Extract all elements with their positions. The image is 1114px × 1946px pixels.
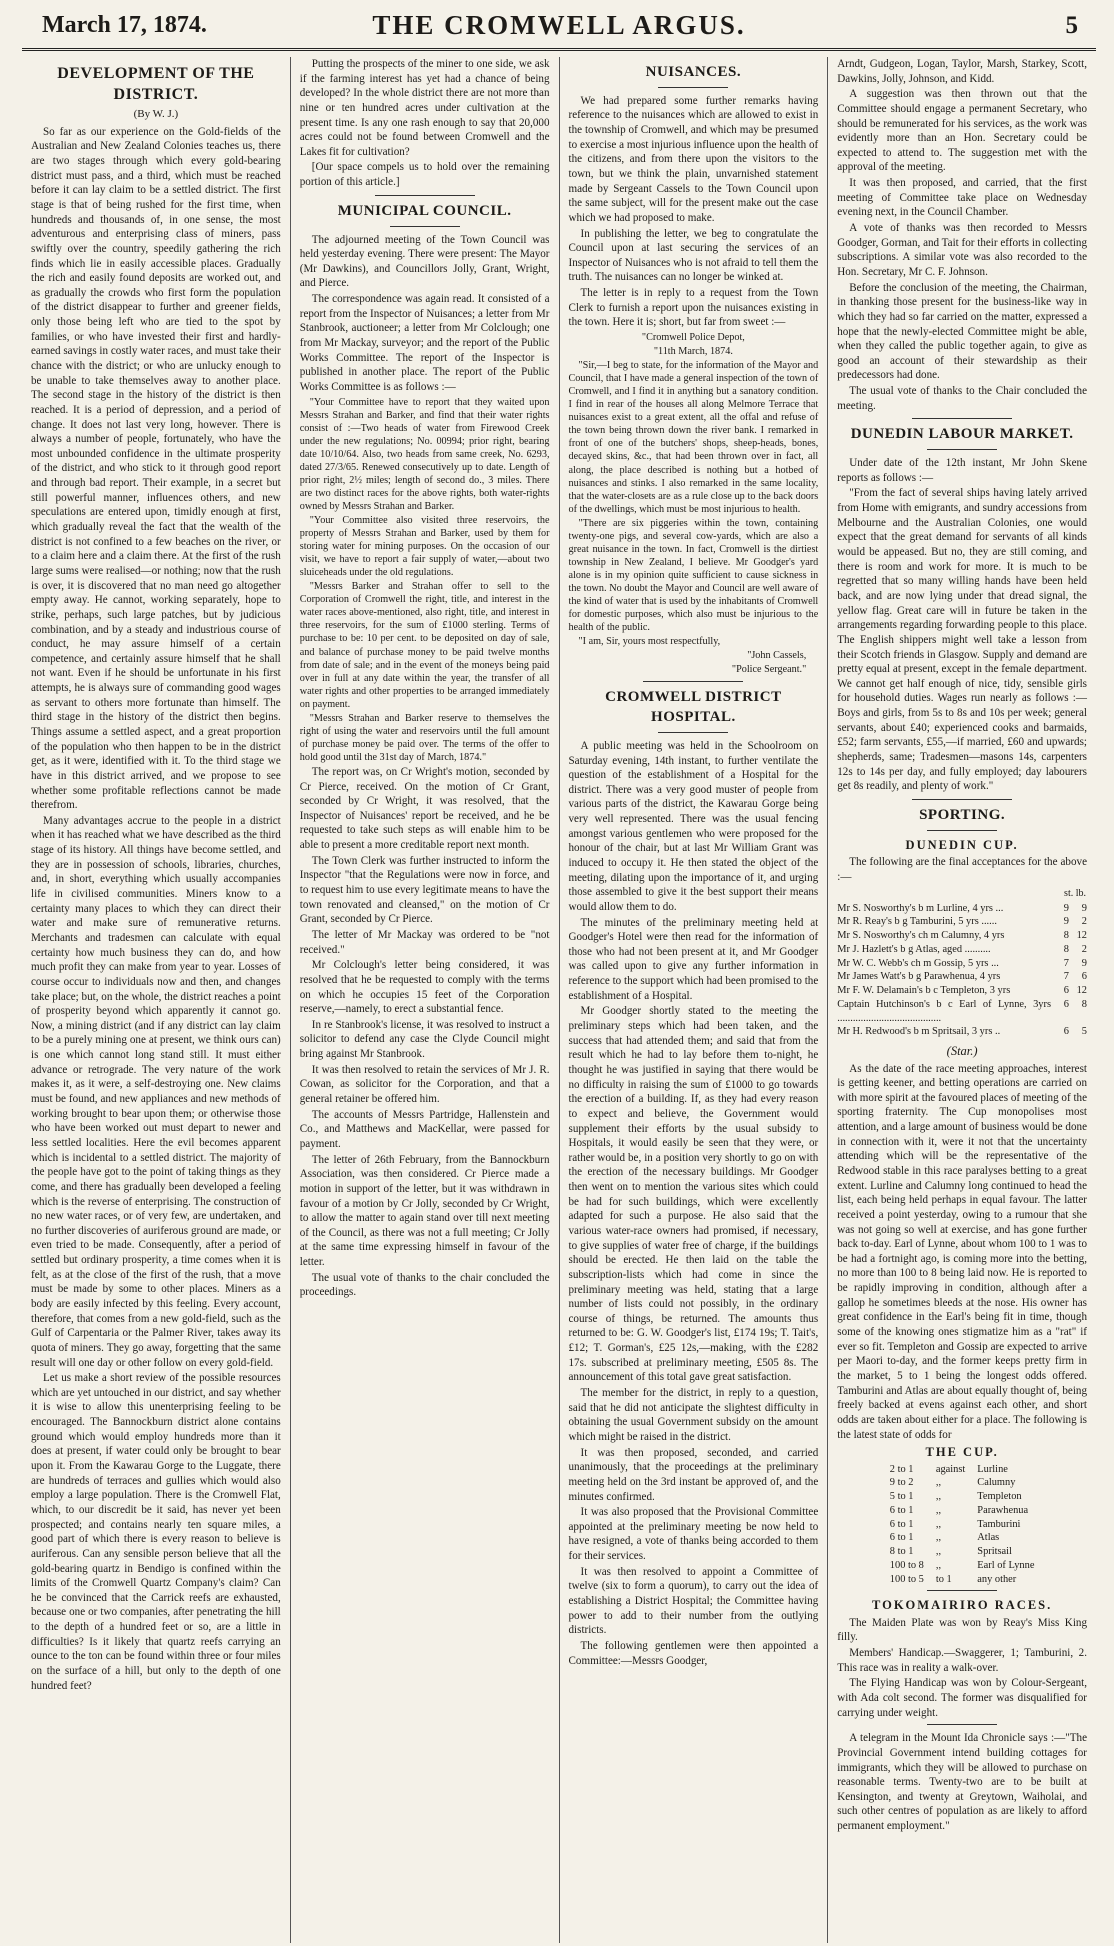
divider xyxy=(658,87,728,88)
column-1 xyxy=(22,57,291,1943)
acceptances-table xyxy=(837,886,1087,1039)
paragraph: The Town Clerk was further instructed to inform the Inspector "that the Regulations were now in force, and to request him to use every legitimate means to have the town renovated and cleansed," on the motion of Cr Grant, seconded by Cr Pierce. xyxy=(299,854,550,926)
stone-cell: 7 xyxy=(1063,971,1069,983)
column-4 xyxy=(828,57,1096,1943)
odds-horse: Tamburini xyxy=(977,1518,1021,1530)
table-row xyxy=(884,1463,1041,1477)
table-row xyxy=(837,998,1087,1025)
odds-price: 6 to 1 xyxy=(889,1504,914,1516)
stone-cell: 6 xyxy=(1063,998,1069,1010)
committee-report xyxy=(300,396,550,764)
paragraph: The letter is in reply to a request from the Town Clerk to furnish a report upon the nuisances existing in the town. Here it is; short, but far from sweet :— xyxy=(568,287,819,329)
paragraph: [Our space compels us to hold over the remaining portion of this article.] xyxy=(299,161,550,189)
divider xyxy=(927,830,997,831)
table-row xyxy=(837,984,1087,998)
table-row xyxy=(837,943,1087,957)
odds-price: 5 to 1 xyxy=(889,1491,914,1503)
paragraph: "From the fact of several ships having lately arrived from Home with emigrants, and sundry accessions from Melbourne and the Australian Colonies, one would expect that the great demand for servants of all kinds would be appeased. But no, they are still coming, and there is room and work for more. It is much to be regretted that so many willing hands have been held back, and are now lying under that dread signal, the yellow flag. Great care will in future be taken in the arrangements regarding forwarding people to this place. The English shippers might well take a lesson from their Scotch friends in Glasgow. Supply and demand are pretty equal at present, except in the female department. We cannot get half enough of nice, tidy, sensible girls for household duties. Wages run nearly as follows :—Boys and girls, from 5s to 8s and 10s per week; general servants, about £40; experienced cooks and barmaids, £52; farm servants, £55,—if married, £60 and upwards; shepherds, same; Tradesmen—masons 14s, carpenters 12s to 14s per day, and fully employed; day labourers get 8s readily, and plenty of work." xyxy=(837,487,1088,793)
odds-price: 100 to 5 xyxy=(889,1573,924,1585)
stone-cell: 8 xyxy=(1063,930,1069,942)
page-number: 5 xyxy=(1065,12,1078,39)
letter-paragraph: "Sir,—I beg to state, for the information of the Mayor and Council, that I have made a general inspection of the town of Cromwell, and I find it in anything but a sanatory condition. I find in rear of the houses all along Melmore Terrace that nuisances exist to a great extent, all the offal and refuse of the town being thrown down the river bank. I remarked in front of one of the butchers' shops, sheep-heads, bones, decayed skins, &c., that had been thrown over in fact, all along, the place described is nothing but a hotbed of nuisances and stinks. I also remarked in the same locality, that the water-closets are as a rule close up to the back doors of the dwellings, which must be most injurious to health. xyxy=(568,360,819,515)
paragraph: Mr Colclough's letter being considered, it was resolved that he be requested to comply with the terms on which he occupies 15 feet of the Corporation reserve,—namely, to erect a substantial fence. xyxy=(299,959,550,1016)
odds-heading: THE CUP. xyxy=(925,1445,999,1460)
paragraph: It was then resolved to appoint a Committee of twelve (six to form a quorum), to carry out the idea of establishing a District Hospital; the Committee having power to add to their number from the outlying districts. xyxy=(568,1565,819,1637)
article-heading-municipal: MUNICIPAL COUNCIL. xyxy=(337,202,512,219)
divider xyxy=(912,418,1012,419)
masthead xyxy=(22,4,1096,51)
odds-horse: Spritsail xyxy=(977,1546,1012,1558)
letter-paragraph: "I am, Sir, yours most respectfully, xyxy=(578,636,721,648)
letter-date: "11th March, 1874. xyxy=(653,346,733,358)
report-paragraph: "Messrs Strahan and Barker reserve to themselves the right of using the water and reservoirs until the full amount of purchase money be paid over. The terms of the offer to hold good until the 31st day of March, 1874." xyxy=(299,712,550,763)
odds-price: 6 to 1 xyxy=(889,1532,914,1544)
paragraph: The usual vote of thanks to the chair concluded the proceedings. xyxy=(299,1271,550,1299)
odds-joiner: ,, xyxy=(935,1491,942,1503)
paragraph: Before the conclusion of the meeting, the Chairman, in thanking those present for the business-like way in which they had so far carried on the matter, expressed a hope that the newly-elected Committee might be able, when they called the public together again, to give as good an account of their stewardship as their predecessors had done. xyxy=(837,281,1087,382)
table-row xyxy=(884,1573,1041,1587)
paragraph: We had prepared some further remarks having reference to the nuisances which are allowed to exist in the township of Cromwell, and which may be presumed to exercise a most injurious influence upon the health of the citizens, and from there upon the visitors to the town, but we think the plain, unvarnished statement made by Sergeant Cassels to the Town Council upon the same subject, will for the present make out the case which we had proposed to make. xyxy=(568,94,819,224)
tokomairiro-heading: TOKOMAIRIRO RACES. xyxy=(872,1598,1053,1613)
table-row xyxy=(884,1476,1041,1490)
odds-table xyxy=(884,1463,1041,1587)
pound-cell: 9 xyxy=(1081,957,1087,969)
divider xyxy=(390,226,460,227)
divider xyxy=(375,195,475,196)
letter-paragraph: "There are six piggeries within the town, containing twenty-one pigs, and several cow-yards, which are also a great nuisance in the town. In fact, Cromwell is the dirtiest township in New Zealand, I believe. Mr Goodger's yard alone is in my opinion quite sufficient to cause sickness in the town. No doubt the Mayor and Council are well aware of the kind of water that is used by the inhabitants of Cromwell for domestic purposes, which also must be injurious to the health of the public. xyxy=(568,517,819,634)
paragraph: The Flying Handicap was won by Colour-Sergeant, with Ada colt second. The former was disqualified for carrying under weight. xyxy=(837,1677,1087,1719)
paragraph: It was then resolved to retain the services of Mr J. R. Cowan, as solicitor for the Corporation, and that a general retainer be offered him. xyxy=(299,1063,550,1106)
paragraph: Members' Handicap.—Swaggerer, 1; Tamburini, 2. This race was in reality a walk-over. xyxy=(837,1647,1087,1674)
table-row xyxy=(837,929,1087,943)
paragraph: As the date of the race meeting approaches, interest is getting keener, and betting operations are carried on with more spirit at the favoured places of meeting of the sporting fraternity. The Cup monopolises most attention, and a large amount of business would be done in connection with it, were it not that the uncertainty attending which will be the representative of the Redwood stable in this race paralyses betting to a great extent. Lurline and Calumny long continued to head the list, each being held perhaps in equal favour. The latter received a point yesterday, owing to a rumour that she was not going so well at exercise, and has gone further back to-day. Earl of Lynne, about whom 100 to 1 was to be had a fortnight ago, is coming more into the betting, no more than 100 to 8 being laid now. He is reported to be rapidly improving in condition, although after a gallop he sometimes bleeds at the nose. His owner has great confidence in the Earl's being fit in time, though some of the knowing ones stigmatize him as a "rat" if ever so fit. Templeton and Gossip are expected to arrive per Maori to-day, and the former keeps pretty firm in the market, 5 to 1 being the longest odds offered. Tamburini and Atlas are about equally thought of, being freely backed at evens against each other, and short odds are taken about either for a place. The following is the latest state of odds for xyxy=(837,1062,1087,1441)
article-heading-nuisances: NUISANCES. xyxy=(645,64,742,80)
stone-cell: 7 xyxy=(1063,957,1069,969)
odds-joiner: ,, xyxy=(935,1532,942,1544)
pound-cell: 5 xyxy=(1081,1026,1087,1038)
table-row xyxy=(884,1545,1041,1559)
table-row xyxy=(884,1559,1041,1573)
pound-cell: 8 xyxy=(1081,998,1087,1010)
paragraph: So far as our experience on the Gold-fields of the Australian and New Zealand Colonies teaches us, there are two stages through which every gold-bearing district must pass, and a third, which must be reached before it can lay claim to be a settled district. The first stage is that of being rushed for the first time, when hundreds and thousands of, in one sense, the most adventurous and enterprising class of miners, pass swiftly over the country, speedily gathering the rich finds which lie in easily accessible places. Gradually the rich and easily found deposits are worked out, and as gradually the crowds who first form the population of the district disappear to further and greener fields, only those being left who are tied to the spot by families, or who have invested their first and hardly-earned savings in costly water races, and must take their chance with the district; or who are unlucky enough to be unable to take themselves away to another place. The second stage in the history of the district is then reached. It is a period of depression, and a period of change. It does not last very long, however. There is always a number of people, fortunately, who have the most unbounded confidence in the ultimate prosperity of the district, and who stick to it through good report and through bad report. Their example, in a secret but still powerful manner, influences others, and new speculations are entered upon, timidly enough at first, which gradually reveal the fact that the wealth of the district is not confined to a few beaches on the river, or to a claim here and a claim there. At the first of the rush large sums were realised—or nothing; now that the rush is over, it is discovered that no man need go altogether empty away. He cannot, working separately, hope to strike, perhaps, such large patches, but by judicious combination, and by a steady and industrious course of conduct, he may assure himself of a certain competence, and certainly assure himself that he shall not want. Even if he should be unfortunate in his first attempts, he is always sure of commanding good wages as servant to others more fortunate than himself. The third stage in the history of the district then begins. Things assume a settled aspect, and a great proportion of the population who then happen to be in the district get, as it were, identified with it. To the third stage we have in this district arrived, and we propose to see whether some profitable reflections cannot be made therefrom. xyxy=(31,125,281,812)
odds-horse: Earl of Lynne xyxy=(977,1559,1035,1571)
odds-joiner: ,, xyxy=(935,1477,942,1489)
article-heading-development: DEVELOPMENT OF THE DISTRICT. xyxy=(57,65,255,104)
paragraph: Many advantages accrue to the people in a district when it has reached what we have described as the third stage of its history. All things have become settled, and they are in possession of schools, libraries, churches, and, in short, everything which usually accompanies life in civilised communities. Miners know to a certainty many places to which they can direct their water and make sure of remunerative returns. Merchants and tradesmen can calculate with equal certainty how much business they can do, and how much profit they can make from year to year. Losses of course occur to individuals now and then, and changes take place; but, on the whole, the district reaches a point of prosperity beyond which apparently it cannot go. Now, a mining district (and if any district can lay claim to be a purely mining one at present, we think ours can) is one which cannot long stand still. It must either advance or retrograde. The very nature of the work makes it, as it were, a self-destroying one. New claims must be found, and new appliances and new methods of working brought to bear upon them; or otherwise those who have been worked out must depart to newer and less settled localities. Here the evil becomes apparent which is incidental to a settled district. The majority of the people have got to the point of taking things as they come, and there has gradually been developed a feeling which is the reverse of enterprising. The construction of no new water races, or of very few, are undertaken, and no further discoveries of auriferous ground are made, or even tried to be made. Consequently, after a period of settled but ordinary prosperity, a time comes when it is felt, as at the close of the first of the rush, that a move must be made by some to other places. Miners as a body are easily infected by this feeling. Every account, therefore, that comes from a new gold-field, such as the Gulf of Carpentaria or the Palmer River, takes away its quota of miners. They go away, forgetting that the same result will one day or other follow on every gold-field. xyxy=(31,814,281,1369)
pound-cell: 6 xyxy=(1081,971,1087,983)
table-row xyxy=(837,1025,1087,1039)
issue-date: March 17, 1874. xyxy=(42,12,207,38)
odds-joiner: to 1 xyxy=(935,1573,952,1585)
odds-joiner: ,, xyxy=(935,1518,942,1530)
cup-heading: DUNEDIN CUP. xyxy=(905,837,1019,852)
column-3 xyxy=(560,57,829,1943)
paragraph: The correspondence was again read. It consisted of a report from the Inspector of Nuisances; a letter from Mr Stanbrook, auctioneer; a letter from Mr Colclough; one from Mr Mackay, surveyor; and the report of the Public Works Committee. The report of the Inspector is published in another place. The report of the Public Works Committee is as follows :— xyxy=(299,293,550,393)
divider xyxy=(927,449,997,450)
paragraph: The member for the district, in reply to a question, said that he did not anticipate the slightest difficulty in obtaining the usual Government subsidy on the amount which might be raised in the district. xyxy=(568,1387,819,1443)
paragraph: The report was, on Cr Wright's motion, seconded by Cr Pierce, received. On the motion of Cr Grant, seconded by Cr Wright, it was resolved, that the Inspector of Nuisances' report be received, and he be requested to take such steps as will enable him to be able to present a more creditable report next month. xyxy=(299,765,550,852)
paragraph: Putting the prospects of the miner to one side, we ask if the farming interest has yet had a chance of being developed? In the whole district there are not more than nine or ten hundred acres under cultivation at the present time. Is any one rash enough to say that 20,000 acres could not be found between Cromwell and the Lakes fit for cultivation? xyxy=(299,58,550,158)
byline: (By W. J.) xyxy=(133,108,179,121)
odds-price: 8 to 1 xyxy=(889,1546,914,1558)
table-row xyxy=(884,1490,1041,1504)
letter-signature: "John Cassels, xyxy=(747,650,807,662)
letter-address: "Cromwell Police Depot, xyxy=(641,332,745,344)
article-heading-hospital: CROMWELL DISTRICT HOSPITAL. xyxy=(605,689,782,726)
star-heading: (Star.) xyxy=(946,1044,978,1059)
paragraph: Mr Goodger shortly stated to the meeting the preliminary steps which had been taken, and the success that had attended them; and said that from the result which he had to lay before them to-night, he thought he was justified in saying that there would be no difficulty in raising the sum of £1000 to go towards the erection of a building. If, as they had every reason to expect and believe, the Government would supplement their efforts by the usual subsidy to Hospitals, it would easily be seen that they were, or rather would be, in a position very shortly to go on with the erection of the necessary buildings. Mr Goodger then went on to mention the various sites which could be had for such buildings, which were excellently adapted for such a purpose. He also said that the various water-race owners had promised, if necessary, to give supplies of water free of charge, if the buildings should be erected. He then laid on the table the subscription-lists which had come in since the preliminary meeting was held, stating that a large number of lists could not possibly, in the ordinary course of things, be returned. The amounts thus returned to be: G. W. Goodger's list, £174 19s; T. Tait's, £12; T. Gorman's, £25 12s,—making, with the £282 17s. subscribed at preliminary meeting, £505 8s. The announcement of this total gave great satisfaction. xyxy=(568,1005,819,1384)
pound-cell: 12 xyxy=(1076,985,1087,997)
report-paragraph: "Messrs Barker and Strahan offer to sell to the Corporation of Cromwell the right, title, and interest in the water races above-mentioned, also right, title, and interest in three reservoirs, for the sum of £1000 sterling. Terms of purchase to be: 10 per cent. to be deposited on day of sale, and balance of purchase money to be paid twelve months from date of sale; and in the event of the moneys being paid over in full at any date within the year, the transfer of all water rights and other properties to be arranged immediately on payment. xyxy=(299,581,550,710)
paragraph: The usual vote of thanks to the Chair concluded the meeting. xyxy=(837,385,1087,412)
paragraph: A telegram in the Mount Ida Chronicle says :—"The Provincial Government intend building cottages for immigrants, which they will be allowed to purchase on reasonable terms. Twenty-two are to be built at Kensington, and twenty at Greytown, Waiholai, and such other centres of population as are likely to afford permanent employment." xyxy=(837,1732,1087,1833)
article-heading-sporting: SPORTING. xyxy=(919,806,1006,823)
columns xyxy=(22,57,1096,1943)
horse-cell: Mr R. Reay's b g Tamburini, 5 yrs ...... xyxy=(837,916,997,928)
paragraph: The accounts of Messrs Partridge, Hallenstein and Co., and Matthews and MacKellar, were passed for payment. xyxy=(299,1108,550,1150)
paragraph: The letter of 26th February, from the Bannockburn Association, was then considered. Cr Pierce made a motion in support of the letter, but it was withdrawn in favour of a motion by Cr Jolly, seconded by Cr Wright, to allow the matter to again stand over till next meeting of the Council, as there was not a full meeting; Cr Jolly at the same time expressing himself in favour of the letter. xyxy=(299,1153,550,1269)
divider xyxy=(658,732,728,733)
horse-cell: Mr W. C. Webb's ch m Gossip, 5 yrs ... xyxy=(837,957,999,969)
paragraph: In re Stanbrook's license, it was resolved to instruct a solicitor to defend any case the Clyde Council might bring against Mr Stanbrook. xyxy=(299,1018,550,1061)
paragraph: A suggestion was then thrown out that the Committee should engage a permanent Secretary, who should be remunerated for his services, as the work was evidently more than an Hon. Secretary could be expected to attend to. The suggestion met with the approval of the meeting. xyxy=(837,88,1087,174)
paragraph: The following gentlemen were then appointed a Committee:—Messrs Goodger, xyxy=(568,1639,819,1667)
table-header-row xyxy=(837,886,1087,901)
paragraph: It was then proposed, seconded, and carried unanimously, that the proceedings at the preliminary meeting held on the 3rd instant be approved of, and the minutes confirmed. xyxy=(568,1446,819,1503)
table-row xyxy=(837,902,1087,916)
article-heading-labour: DUNEDIN LABOUR MARKET. xyxy=(850,426,1074,443)
odds-price: 100 to 8 xyxy=(889,1559,924,1571)
pound-cell: 2 xyxy=(1081,943,1087,955)
table-row xyxy=(837,915,1087,929)
odds-price: 9 to 2 xyxy=(889,1477,914,1489)
pound-cell: 12 xyxy=(1076,930,1087,942)
column-2 xyxy=(291,57,560,1943)
stone-cell: 6 xyxy=(1063,1026,1069,1038)
paragraph: A vote of thanks was then recorded to Messrs Goodger, Gorman, and Tait for their efforts in collecting subscriptions. A similar vote was also recorded to the Hon. Secretary, Mr C. F. Johnson. xyxy=(837,222,1088,278)
paragraph: The Maiden Plate was won by Reay's Miss King filly. xyxy=(837,1616,1087,1644)
paragraph: The minutes of the preliminary meeting held at Goodger's Hotel were then read for the information of those who had not been present at it, and Mr Goodger was called upon to give any further information in reference to the support which had been promised to the establishment of a Hospital. xyxy=(568,916,819,1002)
odds-joiner: against xyxy=(935,1463,966,1475)
odds-joiner: ,, xyxy=(935,1504,942,1516)
odds-horse: Parawhenua xyxy=(977,1504,1029,1516)
table-row xyxy=(837,957,1087,971)
paragraph: It was then proposed, and carried, that the first meeting of Committee take place on Wednesday evening next, in the Council Chamber. xyxy=(837,177,1087,219)
table-row xyxy=(884,1518,1041,1532)
paragraph: It was also proposed that the Provisional Committee appointed at the preliminary meeting be now held to have resigned, a vote of thanks being accorded to them for their services. xyxy=(568,1506,819,1563)
stone-cell: 6 xyxy=(1063,985,1069,997)
divider xyxy=(927,1590,997,1591)
divider xyxy=(643,681,743,682)
letter-rank: "Police Sergeant." xyxy=(731,664,807,676)
report-paragraph: "Your Committee also visited three reservoirs, the property of Messrs Strahan and Barker, used by them for storing water for mining purposes. On the occasion of our visit, we have to report a fair supply of water,—about two sluiceheads under the old regulations. xyxy=(299,515,550,579)
odds-joiner: ,, xyxy=(935,1546,942,1558)
odds-joiner: ,, xyxy=(935,1559,942,1571)
paragraph: Under date of the 12th instant, Mr John Skene reports as follows :— xyxy=(837,457,1087,484)
stone-cell: 9 xyxy=(1063,902,1069,914)
table-row xyxy=(884,1504,1041,1518)
odds-price: 2 to 1 xyxy=(889,1463,914,1475)
paragraph: Let us make a short review of the possible resources which are yet untouched in our district, and say whether it is wise to allow this unenterprising feeling to be encouraged. The Bannockburn district alone contains ground which would employ hundreds more than it does at present, if water could only be brought to bear upon it. From the Kawarau Gorge to the Luggate, there are hundreds of terraces and gullies which would also employ a large population. There is the Cromwell Flat, which, to our discredit be it said, has never yet been prospected; and contains nearly ten square miles, a good part of which there is every reason to believe is auriferous. Can any sensible person believe that all the gold-bearing quartz in Bendigo is confined within the limits of the Cromwell Quartz Company's claim? Can he be convinced that the Carrick reefs are exhausted, because one or two companies, after penetrating the hill to the depth of a hundred feet or so, are a little in difficulties? Is it likely that quartz reefs carrying an ounce to the ton can be found within three or four miles on the surface of a hill, but only to the depth of one hundred feet? xyxy=(31,1372,281,1692)
newspaper-title: THE CROMWELL ARGUS. xyxy=(372,10,746,40)
paragraph: The following are the final acceptances for the above :— xyxy=(837,856,1087,883)
divider xyxy=(927,1724,997,1725)
paragraph: In publishing the letter, we beg to congratulate the Council upon at last securing the services of an Inspector of Nuisances who is not afraid to tell them the truth. The nuisances can no longer be winked at. xyxy=(568,227,819,284)
paragraph: A public meeting was held in the Schoolroom on Saturday evening, 14th instant, to further ventilate the question of the establishment of a Hospital for the district. There was a very good muster of people from various parts of the district, the Kawarau Gorge being very well represented. There was the usual fencing amongst various gentlemen who were proposed for the honour of the chair, but at last Mr William Grant was induced to occupy it. He then stated the object of the meeting, dilating upon the importance of it, and urging those assembled to give it the best support their means would allow them to do. xyxy=(568,739,819,913)
paragraph: Arndt, Gudgeon, Logan, Taylor, Marsh, Starkey, Scott, Dawkins, Jolly, Johnson, and Kidd. xyxy=(837,58,1087,85)
horse-cell: Mr James Watt's b g Parawhenua, 4 yrs xyxy=(837,971,1001,983)
horse-cell: Mr J. Hazlett's b g Atlas, aged .......... xyxy=(837,943,991,955)
pound-cell: 2 xyxy=(1081,916,1087,928)
odds-horse: Templeton xyxy=(977,1491,1022,1503)
horse-cell: Captain Hutchinson's b c Earl of Lynne, 3yrs ........................................ xyxy=(837,998,1051,1024)
weight-header: st. lb. xyxy=(1064,888,1086,900)
table-row xyxy=(837,970,1087,984)
odds-horse: any other xyxy=(977,1573,1017,1585)
odds-horse: Calumny xyxy=(977,1477,1016,1489)
paragraph: The letter of Mr Mackay was ordered to be "not received." xyxy=(299,928,550,956)
odds-horse: Lurline xyxy=(977,1463,1008,1475)
divider xyxy=(912,799,1012,800)
sergeant-letter xyxy=(569,331,819,676)
stone-cell: 9 xyxy=(1063,916,1069,928)
horse-cell: Mr S. Nosworthy's b m Lurline, 4 yrs ... xyxy=(837,902,1004,914)
odds-price: 6 to 1 xyxy=(889,1518,914,1530)
horse-cell: Mr H. Redwood's b m Spritsail, 3 yrs .. xyxy=(837,1026,1001,1038)
stone-cell: 8 xyxy=(1063,943,1069,955)
horse-cell: Mr F. W. Delamain's b c Templeton, 3 yrs xyxy=(837,985,1011,997)
table-row xyxy=(884,1531,1041,1545)
report-paragraph: "Your Committee have to report that they waited upon Messrs Strahan and Barker, and find that their water rights consist of :—Two heads of water from Firewood Creek under the new regulations; No. 00994; prior right, bearing date 10/10/64. Also, two heads from same creek, No. 6293, dated 27/3/65. Renewed consecutively up to date. Length of prior right, 2½ miles; length of second do., 3 miles. There are two distinct races for the above rights, both water-rights owned by Messrs Strahan and Barker. xyxy=(299,396,550,512)
horse-cell: Mr S. Nosworthy's ch m Calumny, 4 yrs xyxy=(837,930,1005,942)
paragraph: The adjourned meeting of the Town Council was held yesterday evening. There were present: The Mayor (Mr Dawkins), and Councillors Jolly, Grant, Wright, and Pierce. xyxy=(299,233,550,290)
odds-horse: Atlas xyxy=(977,1532,1000,1544)
pound-cell: 9 xyxy=(1081,902,1087,914)
